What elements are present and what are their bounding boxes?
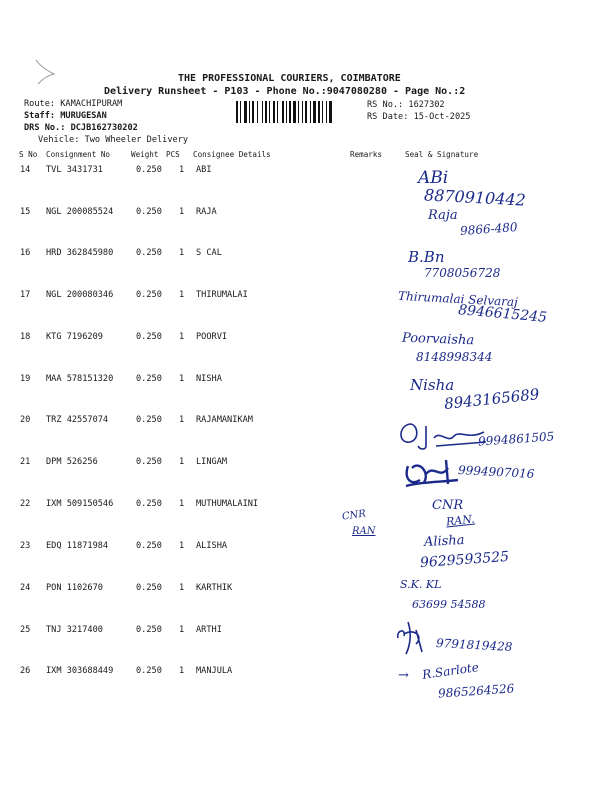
signature-14-name: ABi xyxy=(418,168,449,188)
row-weight: 0.250 xyxy=(136,165,162,175)
row-consignee: MUTHUMALAINI xyxy=(196,499,259,509)
row-consignee: ALISHA xyxy=(196,541,228,551)
signature-23-name: Alisha xyxy=(423,532,465,551)
table-row xyxy=(0,332,600,344)
col-remarks: Remarks xyxy=(350,150,383,159)
row-pcs: 1 xyxy=(179,332,185,342)
row-consignment: HRD 362845980 xyxy=(46,248,114,258)
row-sno: 15 xyxy=(20,207,31,217)
row-pcs: 1 xyxy=(179,583,185,593)
row-consignee: ABI xyxy=(196,165,212,175)
vehicle-label: Vehicle: Two Wheeler Delivery xyxy=(38,135,189,145)
row-pcs: 1 xyxy=(179,290,185,300)
row-weight: 0.250 xyxy=(136,415,162,425)
col-consignee: Consignee Details xyxy=(193,150,271,159)
row-weight: 0.250 xyxy=(136,625,162,635)
row-weight: 0.250 xyxy=(136,290,162,300)
row-sno: 14 xyxy=(20,165,31,175)
row-sno: 26 xyxy=(20,666,31,676)
row-pcs: 1 xyxy=(179,457,185,467)
table-row xyxy=(0,374,600,386)
signature-16-name: B.Bn xyxy=(408,248,445,266)
col-pcs: PCS xyxy=(166,150,180,159)
row-pcs: 1 xyxy=(179,374,185,384)
runsheet-subtitle: Delivery Runsheet - P103 - Phone No.:9047080280 - Page No.:2 xyxy=(104,86,466,97)
row-consignment: NGL 200085524 xyxy=(46,207,114,217)
row-sno: 23 xyxy=(20,541,31,551)
row-pcs: 1 xyxy=(179,165,185,175)
row-weight: 0.250 xyxy=(136,248,162,258)
row-weight: 0.250 xyxy=(136,666,162,676)
row-consignee: RAJA xyxy=(196,207,217,217)
remark-22-line1: CNR xyxy=(341,508,367,523)
row-pcs: 1 xyxy=(179,625,185,635)
row-consignment: NGL 200080346 xyxy=(46,290,114,300)
signature-20-phone: 9994861505 xyxy=(477,429,555,449)
signature-26-name: R.Sarlote xyxy=(421,660,480,682)
signature-14-phone: 8870910442 xyxy=(423,185,527,210)
rs-number: RS No.: 1627302 xyxy=(367,100,445,110)
row-sno: 25 xyxy=(20,625,31,635)
row-weight: 0.250 xyxy=(136,457,162,467)
table-row xyxy=(0,666,600,678)
staff-label: Staff: MURUGESAN xyxy=(24,111,107,121)
row-consignee: MANJULA xyxy=(196,666,233,676)
row-pcs: 1 xyxy=(179,415,185,425)
signature-25-phone: 9791819428 xyxy=(435,636,513,654)
row-pcs: 1 xyxy=(179,499,185,509)
table-row xyxy=(0,165,600,177)
row-pcs: 1 xyxy=(179,541,185,551)
stray-mark xyxy=(30,56,60,86)
table-row xyxy=(0,415,600,427)
signature-22-line2: RAN. xyxy=(445,512,476,529)
signature-17-phone: 8946615245 xyxy=(457,302,548,326)
row-consignee: NISHA xyxy=(196,374,222,384)
row-weight: 0.250 xyxy=(136,207,162,217)
company-title: THE PROFESSIONAL COURIERS, COIMBATORE xyxy=(178,73,401,84)
row-sno: 22 xyxy=(20,499,31,509)
row-consignment: TVL 3431731 xyxy=(46,165,103,175)
row-consignee: ARTHI xyxy=(196,625,222,635)
row-consignment: IXM 303688449 xyxy=(46,666,114,676)
row-consignee: POORVI xyxy=(196,332,228,342)
row-sno: 24 xyxy=(20,583,31,593)
row-consignment: IXM 509150546 xyxy=(46,499,114,509)
row-sno: 18 xyxy=(20,332,31,342)
signature-24-phone: 63699 54588 xyxy=(412,598,486,611)
row-consignee: S CAL xyxy=(196,248,222,258)
signature-23-phone: 9629593525 xyxy=(419,548,510,572)
row-consignee: THIRUMALAI xyxy=(196,290,248,300)
row-sno: 17 xyxy=(20,290,31,300)
signature-15-phone: 9866-480 xyxy=(459,220,518,238)
signature-19-name: Nisha xyxy=(410,376,455,394)
row-consignment: EDQ 11871984 xyxy=(46,541,109,551)
row-weight: 0.250 xyxy=(136,374,162,384)
signature-15-name: Raja xyxy=(428,208,458,223)
row-consignment: TNJ 3217400 xyxy=(46,625,103,635)
row-consignment: KTG 7196209 xyxy=(46,332,103,342)
row-consignee: RAJAMANIKAM xyxy=(196,415,253,425)
rs-date: RS Date: 15-Oct-2025 xyxy=(367,112,471,122)
signature-21-phone: 9994907016 xyxy=(457,463,535,481)
arrow-icon: → xyxy=(398,668,409,683)
table-row xyxy=(0,583,600,595)
row-sno: 20 xyxy=(20,415,31,425)
row-consignee: KARTHIK xyxy=(196,583,233,593)
barcode xyxy=(236,101,362,123)
row-sno: 16 xyxy=(20,248,31,258)
signature-25-scribble xyxy=(394,618,434,658)
row-pcs: 1 xyxy=(179,666,185,676)
signature-18-phone: 8148998344 xyxy=(416,350,493,364)
table-row xyxy=(0,248,600,260)
row-weight: 0.250 xyxy=(136,332,162,342)
col-consignment: Consignment No xyxy=(46,150,111,159)
row-weight: 0.250 xyxy=(136,499,162,509)
signature-16-phone: 7708056728 xyxy=(424,266,501,280)
table-row xyxy=(0,499,600,511)
signature-22-line1: CNR xyxy=(432,498,464,513)
signature-18-name: Poorvaisha xyxy=(401,330,475,349)
route-label: Route: KAMACHIPURAM xyxy=(24,99,123,109)
row-consignee: LINGAM xyxy=(196,457,228,467)
drs-label: DRS No.: DCJB162730202 xyxy=(24,123,138,133)
table-row xyxy=(0,541,600,553)
signature-24-name: S.K. KL xyxy=(400,578,442,591)
remark-22-line2: RAN xyxy=(352,526,376,537)
col-sno: S No xyxy=(19,150,38,159)
row-weight: 0.250 xyxy=(136,541,162,551)
signature-17-name: Thirumalai Selvaraj xyxy=(397,288,519,310)
row-pcs: 1 xyxy=(179,248,185,258)
row-consignment: DPM 526256 xyxy=(46,457,98,467)
row-sno: 19 xyxy=(20,374,31,384)
row-consignment: MAA 578151320 xyxy=(46,374,114,384)
signature-21-scribble xyxy=(400,456,462,492)
row-sno: 21 xyxy=(20,457,31,467)
table-row xyxy=(0,625,600,637)
col-weight: Weight xyxy=(131,150,159,159)
signature-19-phone: 8943165689 xyxy=(443,385,541,413)
row-weight: 0.250 xyxy=(136,583,162,593)
row-consignment: TRZ 42557074 xyxy=(46,415,109,425)
col-seal-signature: Seal & Signature xyxy=(405,150,479,159)
row-consignment: PON 1102670 xyxy=(46,583,103,593)
row-pcs: 1 xyxy=(179,207,185,217)
signature-26-phone: 9865264526 xyxy=(437,681,515,701)
